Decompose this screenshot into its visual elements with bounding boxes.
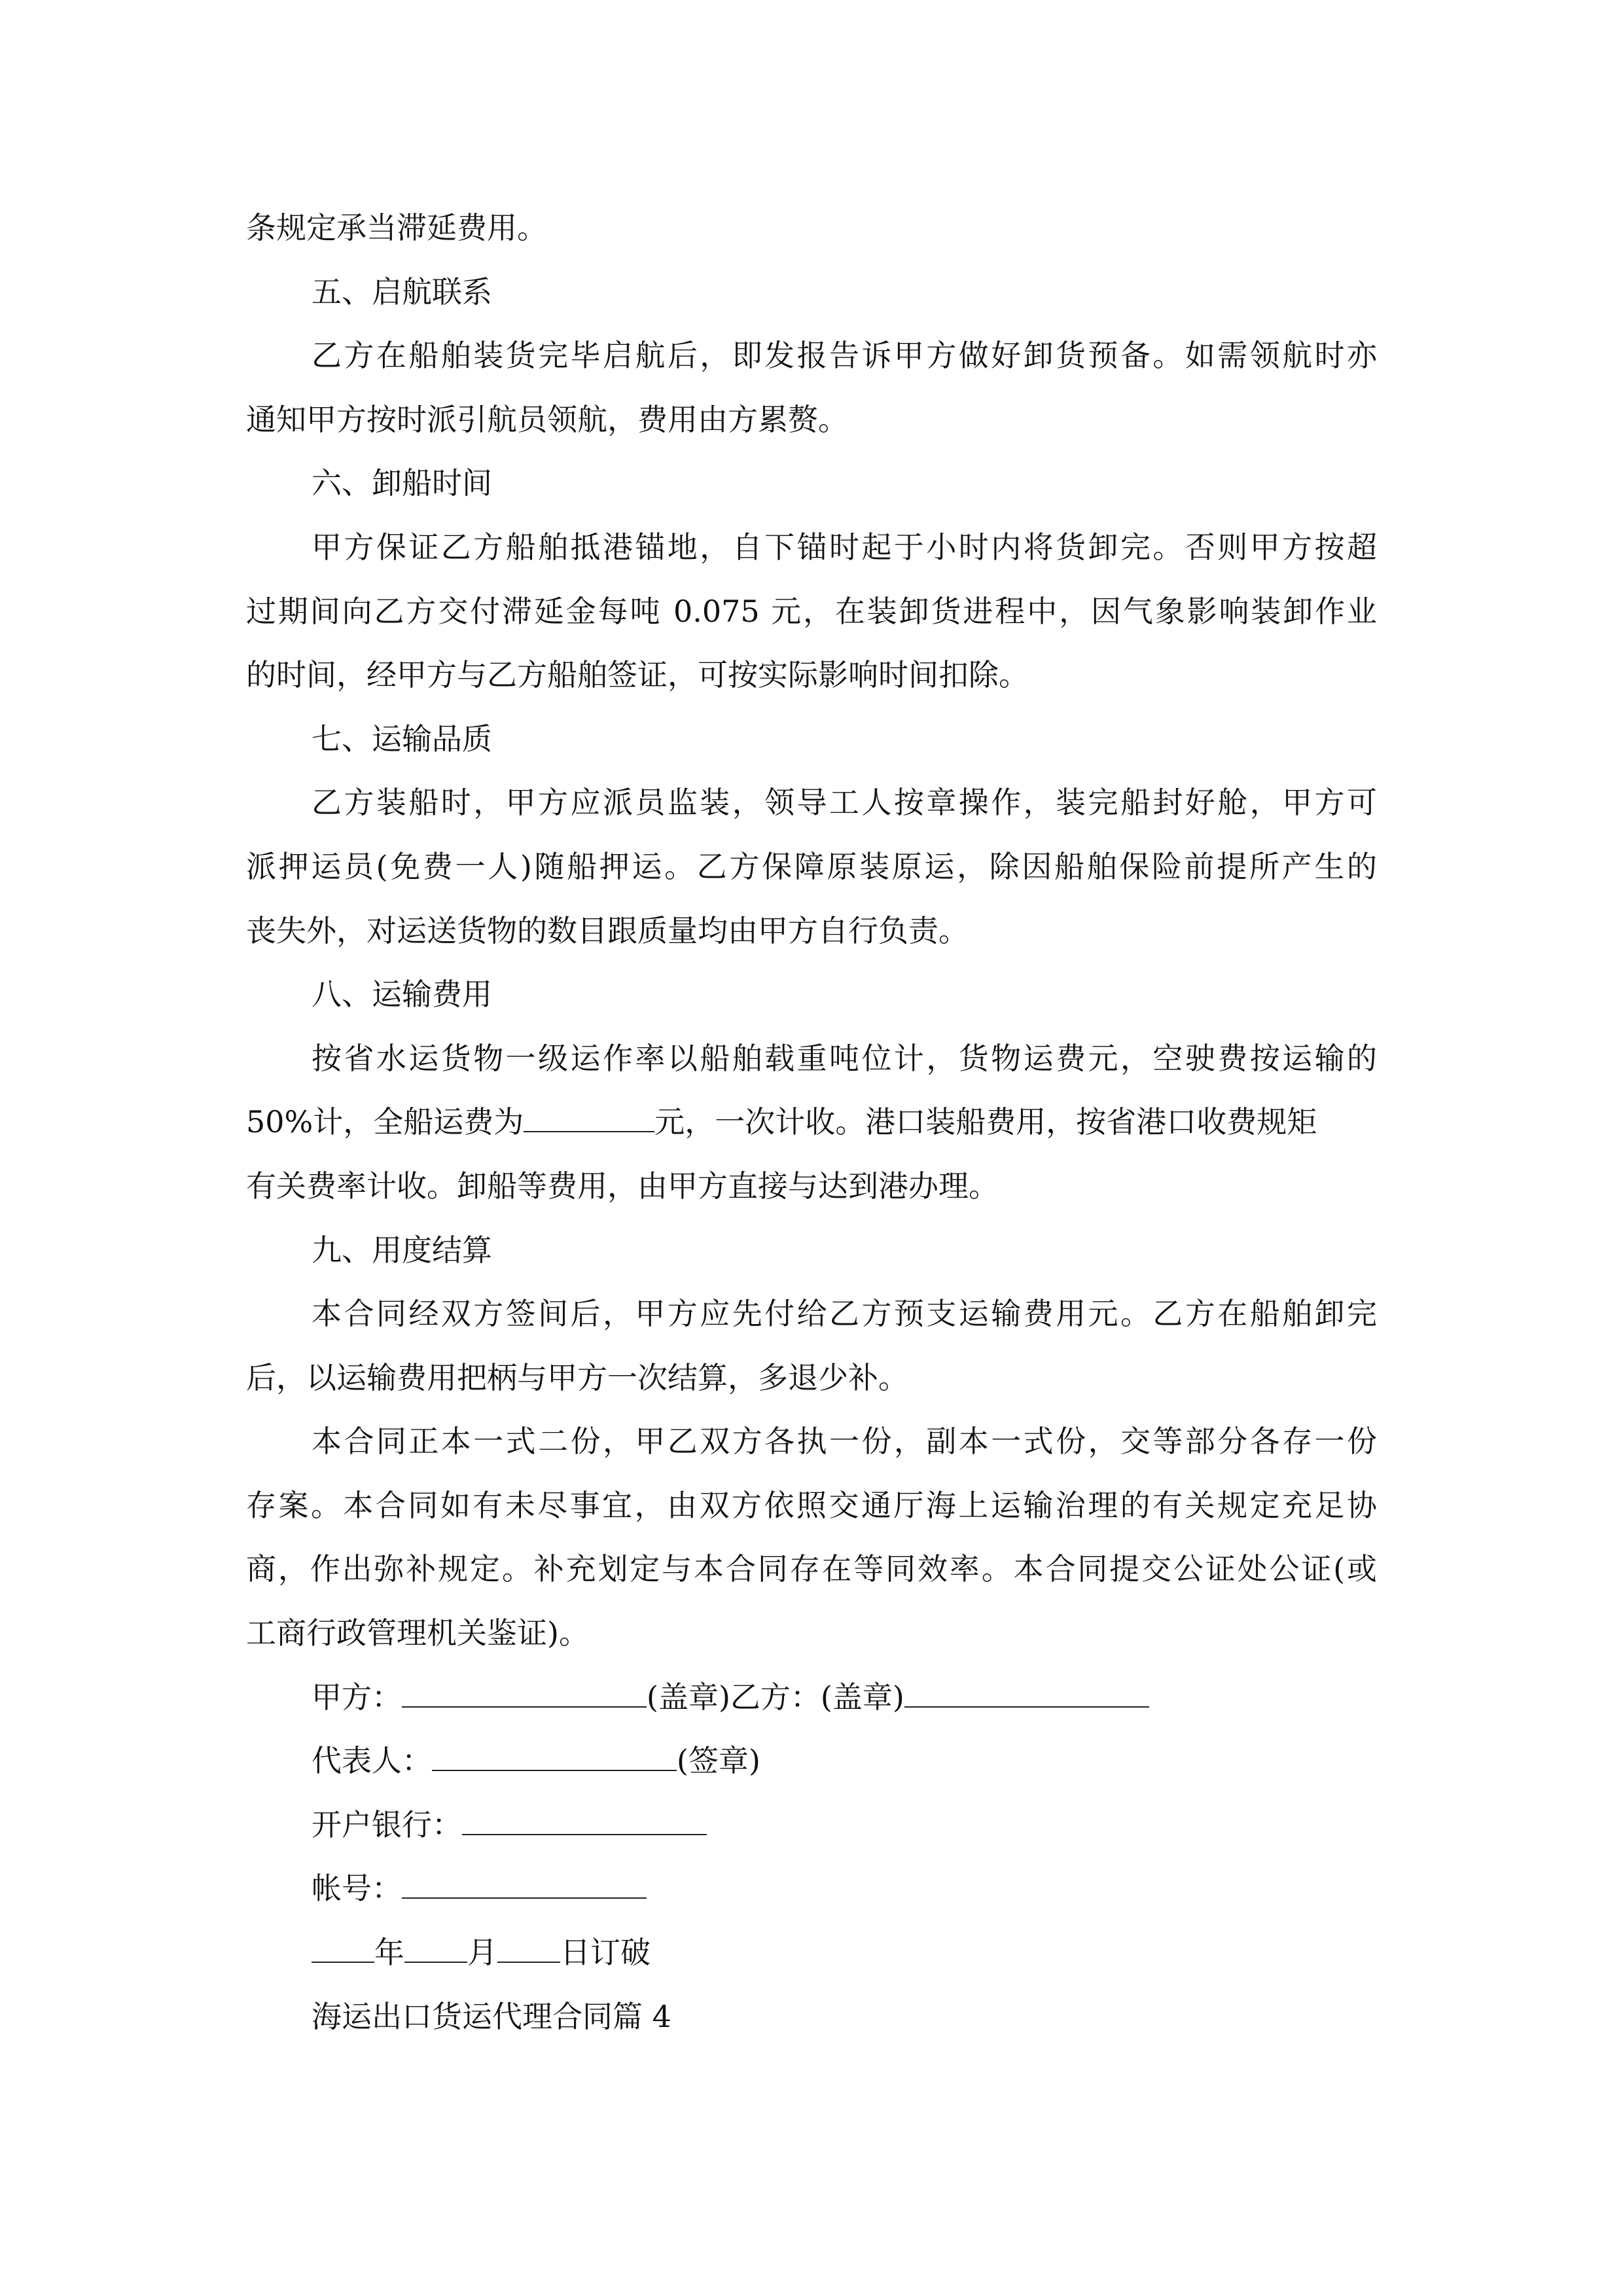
party-b-blank: [904, 1679, 1149, 1708]
day-blank: [497, 1934, 560, 1963]
month-blank: [404, 1934, 467, 1963]
sign-label: (签章): [677, 1743, 760, 1779]
paragraph-line: 条规定承当滞延费用。: [246, 210, 547, 245]
party-a-blank: [402, 1679, 647, 1708]
seal-a-label: (盖章): [647, 1679, 730, 1715]
text-run: 50%计，全船运费为: [246, 1104, 524, 1140]
paragraph-line: 乙方装船时，甲方应派员监装，领导工人按章操作，装完船封好舱，甲方可: [312, 785, 1377, 821]
paragraph-line: 乙方在船舶装货完毕启航后，即发报告诉甲方做好卸货预备。如需领航时亦: [312, 338, 1377, 374]
paragraph-line: 有关费率计收。卸船等费用，由甲方直接与达到港办理。: [246, 1168, 999, 1204]
section-heading: 五、启航联系: [312, 274, 492, 310]
paragraph-line: 按省水运货物一级运作率以船舶载重吨位计，货物运费元，空驶费按运输的: [312, 1040, 1377, 1076]
paragraph-line: 的时间，经甲方与乙方船舶签证，可按实际影响时间扣除。: [246, 657, 1029, 693]
paragraph-line: 后，以运输费用把柄与甲方一次结算，多退少补。: [246, 1359, 908, 1395]
paragraph-line: 存案。本合同如有未尽事宜，由双方依照交通厅海上运输治理的有关规定充足协: [246, 1487, 1377, 1523]
year-label: 年: [374, 1935, 404, 1971]
document-page: [246, 196, 1377, 2049]
paragraph-line: 本合同正本一式二份，甲乙双方各执一份，副本一式份，交等部分各存一份: [312, 1424, 1377, 1460]
signature-bank-line: [246, 1793, 1377, 1857]
section-heading: 六、卸船时间: [312, 465, 492, 501]
rep-label: 代表人：: [312, 1743, 432, 1779]
next-section-title: 海运出口货运代理合同篇 4: [312, 1998, 671, 2034]
party-b-label: 乙方：: [730, 1679, 821, 1715]
signature-account-line: [246, 1857, 1377, 1921]
seal-b-label: (盖章): [820, 1679, 904, 1715]
paragraph-line: 工商行政管理机关鉴证)。: [246, 1615, 589, 1651]
paragraph-line: 丧失外，对运送货物的数目跟质量均由甲方自行负责。: [246, 912, 969, 948]
account-blank: [402, 1870, 647, 1899]
paragraph-line: 商，作出弥补规定。补充划定与本合同存在等同效率。本合同提交公证处公证(或: [246, 1551, 1377, 1587]
paragraph-line: 本合同经双方签间后，甲方应先付给乙方预支运输费用元。乙方在船舶卸完: [312, 1296, 1377, 1332]
section-heading: 七、运输品质: [312, 721, 492, 757]
paragraph-line: [246, 1090, 1377, 1155]
month-label: 月: [467, 1935, 497, 1971]
bank-label: 开户银行：: [312, 1806, 462, 1842]
rep-blank: [432, 1742, 677, 1771]
paragraph-line: 甲方保证乙方船舶抵港锚地，自下锚时起于小时内将货卸完。否则甲方按超: [312, 529, 1377, 565]
fill-blank: [524, 1103, 654, 1132]
section-heading: 九、用度结算: [312, 1232, 492, 1268]
day-label: 日订破: [560, 1935, 651, 1971]
section-heading: 八、运输费用: [312, 977, 492, 1013]
text-run: 元，一次计收。港口装船费用，按省港口收费规矩: [654, 1104, 1317, 1140]
paragraph-line: 通知甲方按时派引航员领航，费用由方累赘。: [246, 401, 848, 437]
signature-party-line: [246, 1666, 1377, 1730]
party-a-label: 甲方：: [312, 1679, 402, 1715]
signature-date-line: [246, 1921, 1377, 1985]
bank-blank: [462, 1806, 707, 1835]
year-blank: [312, 1934, 374, 1963]
paragraph-line: 派押运员(免费一人)随船押运。乙方保障原装原运，除因船舶保险前提所产生的: [246, 848, 1377, 884]
signature-rep-line: [246, 1729, 1377, 1793]
paragraph-line: 过期间向乙方交付滞延金每吨 0.075 元，在装卸货进程中，因气象影响装卸作业: [246, 593, 1377, 629]
account-label: 帐号：: [312, 1871, 402, 1907]
